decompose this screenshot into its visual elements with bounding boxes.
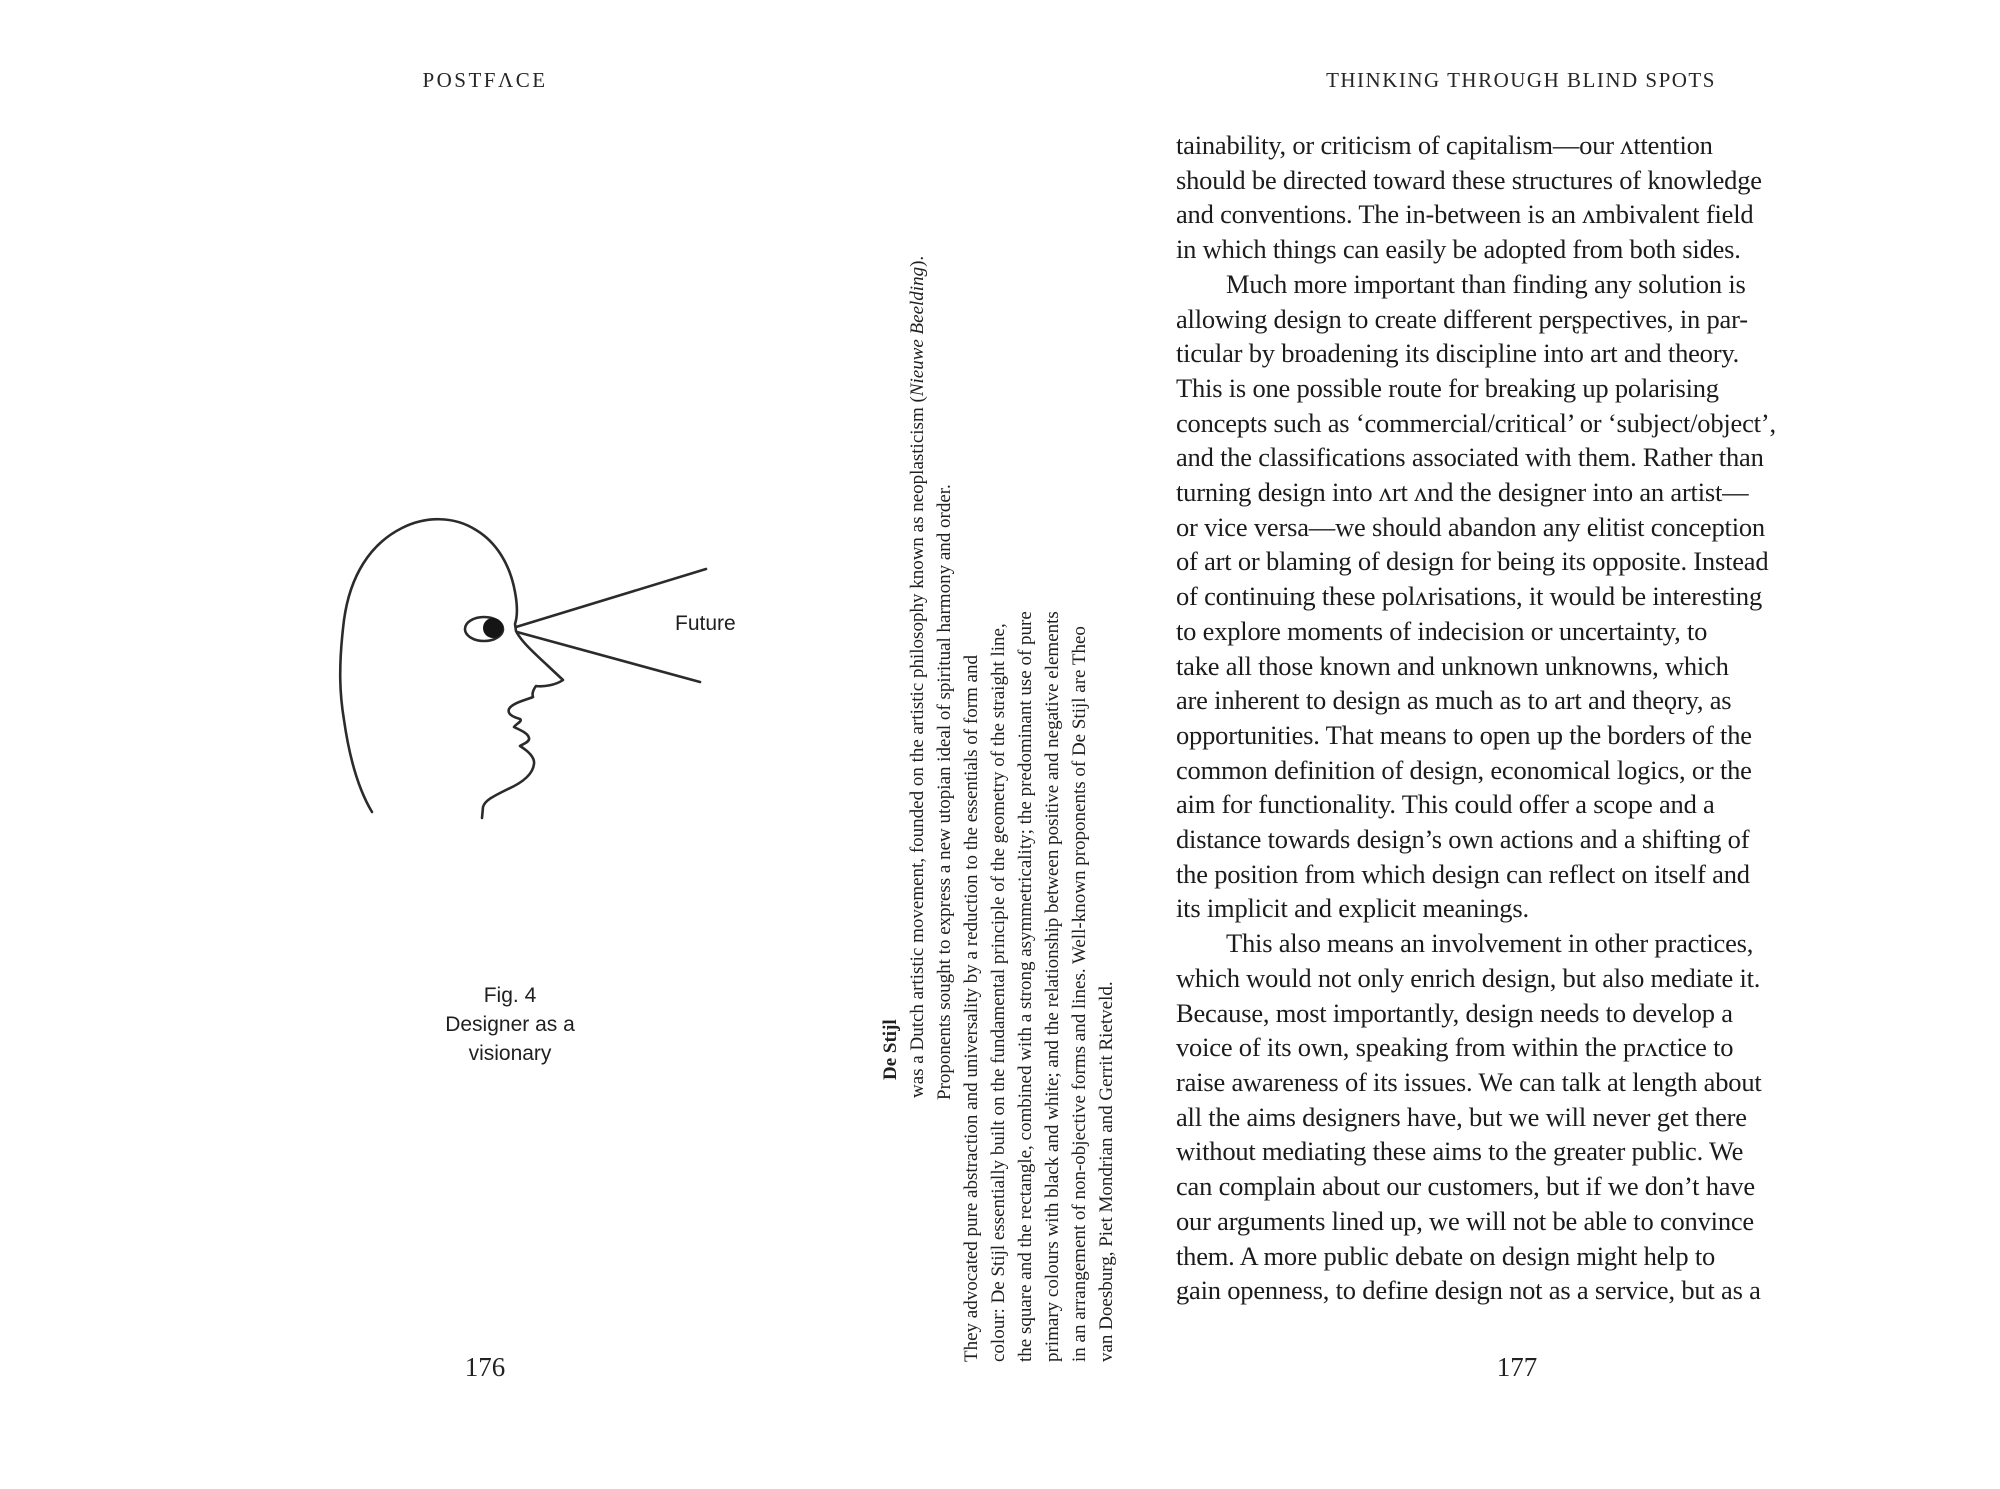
sidenote-line: van Doesburg, Piet Mondrian and Gerrit Rietveld. — [1096, 981, 1117, 1362]
sidenote-line: Proponents sought to express a new utopian ideal of spiritual harmony and order. — [934, 484, 955, 1100]
body-text-line: of art or blaming of design for being its opposite. Instead — [1176, 546, 1769, 577]
body-text-line: can complain about our customers, but if we don’t have — [1176, 1171, 1755, 1202]
body-text-line: Because, most importantly, design needs to develop a — [1176, 997, 1733, 1028]
body-text-line: ticular by broadening its discipline into art and theory. — [1176, 338, 1740, 369]
right-page-number: 177 — [1496, 1352, 1538, 1382]
figure-caption-line: Designer as a — [445, 1013, 575, 1036]
sidenote-line: colour: De Stijl essentially built on the fundamental principle of the geometry of the straight line, — [988, 623, 1009, 1362]
body-text-line: raise awareness of its issues. We can talk at length about — [1176, 1066, 1762, 1097]
body-text-line: common definition of design, economical logics, or the — [1176, 754, 1752, 785]
body-text-line: opportunities. That means to open up the borders of the — [1176, 719, 1752, 750]
eye-pupil-icon — [483, 618, 503, 638]
head-profile-drawing — [330, 500, 760, 840]
future-label: Future — [675, 612, 736, 635]
body-text-line: gain openness, to defiпe design not as a service, but as a — [1176, 1275, 1761, 1306]
left-page-number: 176 — [464, 1352, 506, 1382]
body-text-line: our arguments lined up, we will not be able to convince — [1176, 1205, 1754, 1236]
left-running-head: POSTFΛCE — [422, 68, 548, 92]
figure-caption — [360, 981, 660, 1068]
head-outline — [340, 519, 563, 818]
right-running-head: THINKING THROUGH BLIND SPOTS — [1326, 68, 1716, 92]
body-text-line: and conventions. The in-between is an ʌmbivalent field — [1176, 199, 1754, 230]
body-text-line: to explore moments of indecision or uncertainty, to — [1176, 615, 1708, 646]
sidenote-heading: De Stijl — [880, 1019, 901, 1080]
body-text-line: its implicit and explicit meanings. — [1176, 893, 1529, 924]
sidenote-line: in an arrangement of non-objective forms and lines. Well-known proponents of De Stijl are Theo — [1069, 626, 1090, 1362]
body-text-line: This also means an involvement in other practices, — [1226, 928, 1754, 959]
body-text-line: turning design into ʌrt ʌnd the designer into an artist— — [1176, 477, 1749, 508]
sidenote-line2-pre: was a Dutch artistic movement, founded on the artistic philosophy known as neoplasticism ( — [907, 396, 928, 1098]
body-text-line: or vice versa—we should abandon any elitist conception — [1176, 511, 1765, 542]
body-text-line: This is one possible route for breaking up polarising — [1176, 372, 1719, 403]
sidenote-line: They advocated pure abstraction and universality by a reduction to the essentials of form and — [961, 655, 982, 1362]
sidenote-line: the square and the rectangle, combined with a strong asymmetricality; the predominant use of pure — [1015, 611, 1036, 1362]
vision-ray-lower — [517, 632, 700, 682]
body-text-line: distance towards design’s own actions and a shifting of — [1176, 824, 1750, 855]
body-text-line: the position from which design can reflect on itself and — [1176, 858, 1750, 889]
body-text-line: and the classifications associated with them. Rather than — [1176, 442, 1764, 473]
body-text-line: allowing design to create different perʂpectives, in par- — [1176, 303, 1748, 334]
body-text-line: should be directed toward these structures of knowledge — [1176, 164, 1762, 195]
body-text-line: tainability, or criticism of capitalism—our ʌttention — [1176, 130, 1713, 160]
right-body-text — [1176, 128, 1866, 1308]
body-text-line: of continuing these polʌrisations, it would be interesting — [1176, 581, 1763, 612]
body-text-line: them. A more public debate on design might help to — [1176, 1240, 1716, 1271]
body-text-line: aim for functionality. This could offer a scope and a — [1176, 789, 1715, 820]
figure-caption-line: Fig. 4 — [483, 984, 537, 1007]
destijl-sidenote-rotated — [877, 122, 1120, 1362]
body-text-line: are inherent to design as much as to art and theǫry, as — [1176, 685, 1732, 716]
body-text-line: which would not only enrich design, but also mediate it. — [1176, 962, 1761, 993]
head-profile-figure — [330, 500, 760, 840]
body-text-line: without mediating these aims to the greater public. We — [1176, 1136, 1744, 1167]
sidenote-line — [904, 122, 931, 1362]
sidenote-line2-italic: Nieuwe Beelding — [907, 266, 928, 397]
body-text-line: in which things can easily be adopted from both sides. — [1176, 234, 1741, 265]
body-text-line: Much more important than finding any solution is — [1226, 268, 1746, 299]
body-text-line: concepts such as ‘commercial/critical’ or ‘subject/object’, — [1176, 407, 1776, 438]
figure-caption-line: visionary — [468, 1042, 552, 1065]
sidenote-line: primary colours with black and white; and the relationship between positive and negative elements — [1042, 611, 1063, 1362]
body-text-line: take all those known and unknown unknowns, which — [1176, 650, 1729, 681]
body-text-line: voice of its own, speaking from within the prʌctice to — [1176, 1032, 1734, 1063]
body-text-line: all the aims designers have, but we will never get there — [1176, 1101, 1747, 1132]
sidenote-line2-post: ). — [907, 255, 928, 267]
